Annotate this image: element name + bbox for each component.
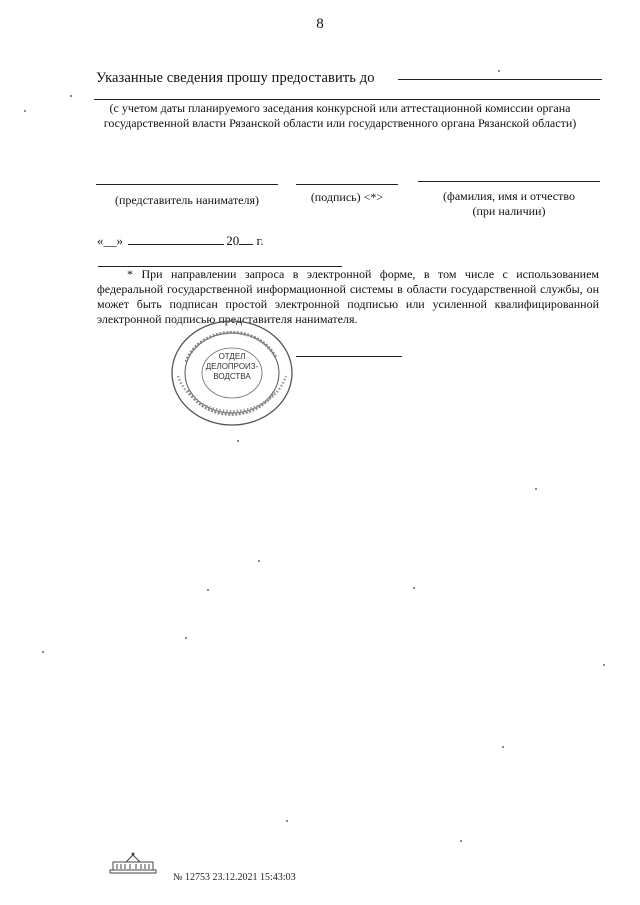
stamp-signature-line [296,356,402,357]
page-number: 8 [316,16,324,32]
registration-stamp: № 12753 23.12.2021 15:43:03 [173,872,296,883]
representative-line [96,184,278,185]
date-year-prefix: 20 [226,233,240,248]
signature-line [296,184,398,185]
full-name-line [418,181,600,182]
date-month-blank [128,244,224,245]
date-year-suffix: г. [256,233,264,248]
stamp-center-text: ОТДЕЛ ДЕЛОПРОИЗ- ВОДСТВА [205,352,259,381]
scan-speck [502,746,504,748]
footnote: * При направлении запроса в электронной форме, в том числе с использованием федеральной государственной информационной системы в области государственной службы, он может быть подписан простой электронной подписью или усиленной квалифицированной электронной подписью представителя нанимателя. [97,267,599,326]
office-stamp [168,318,296,428]
date-day: «__» [97,233,123,248]
request-text: Указанные сведения прошу предоставить до [96,70,375,86]
scan-speck [498,70,500,72]
request-date-line [398,79,602,80]
request-note: (с учетом даты планируемого заседания конкурсной или аттестационной комиссии органа государственной власти Рязанской области или государственного органа Рязанской области) [103,101,577,130]
scan-speck [24,110,26,112]
scan-speck [535,488,537,490]
scan-speck [70,95,72,97]
representative-label: (представитель нанимателя) [114,193,260,207]
scan-speck [413,587,415,589]
scan-speck [460,840,462,842]
scan-speck [603,664,605,666]
scan-speck [42,651,44,653]
scan-speck [237,440,239,442]
request-note-line [94,99,600,100]
signature-label: (подпись) <*> [310,190,384,204]
scan-speck [258,560,260,562]
scan-speck [207,589,209,591]
building-logo [106,850,160,876]
date-year-blank [239,244,253,245]
full-name-label: (фамилия, имя и отчество (при наличии) [443,189,575,218]
scan-speck [286,820,288,822]
date-line [97,233,264,249]
scan-speck [185,637,187,639]
building-icon [106,850,160,876]
